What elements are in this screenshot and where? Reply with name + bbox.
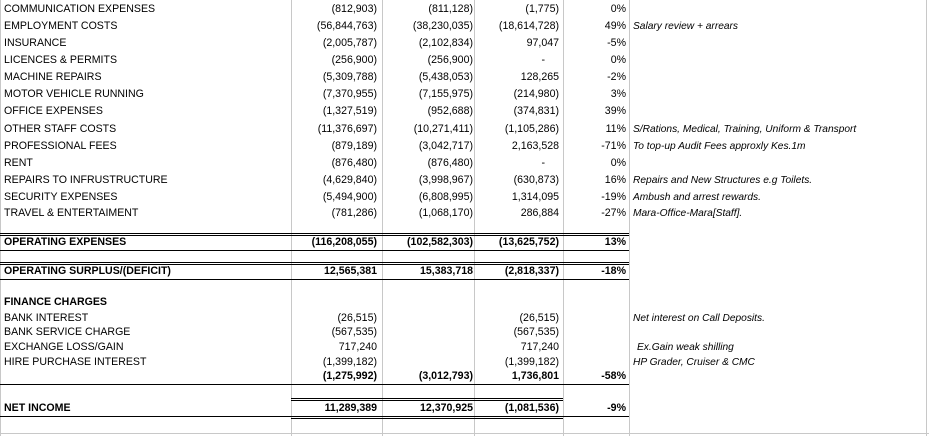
- table-row: [0, 205, 931, 222]
- value-col-3: (567,535): [513, 326, 559, 338]
- row-label: TRAVEL & ENTERTAIMENT: [4, 207, 139, 219]
- value-col-3: 97,047: [526, 37, 559, 49]
- note-cell: Repairs and New Structures e.g Toilets.: [633, 175, 813, 186]
- operating-expenses-row: [0, 234, 931, 251]
- rule-line: [0, 384, 629, 385]
- value-col-3: (26,515): [519, 312, 559, 324]
- note-cell: Mara-Office-Mara[Staff].: [633, 208, 743, 219]
- value-col-1: (879,189): [331, 140, 377, 152]
- table-row: [0, 121, 931, 138]
- table-row: [0, 35, 931, 52]
- value-col-1: (256,900): [331, 54, 377, 66]
- value-col-1: (567,535): [331, 326, 377, 338]
- value-col-2: (10,271,411): [413, 123, 473, 135]
- value-col-2: (2,102,834): [418, 37, 473, 49]
- table-row: [0, 103, 931, 120]
- value-col-1: (5,494,900): [322, 191, 377, 203]
- percent-cell: 11%: [605, 123, 626, 135]
- row-label: HIRE PURCHASE INTEREST: [4, 356, 147, 368]
- row-label: BANK SERVICE CHARGE: [4, 326, 131, 338]
- value-col-3: (1,399,182): [504, 356, 559, 368]
- value-col-2: (3,042,717): [418, 140, 473, 152]
- operating-surplus-row: [0, 263, 931, 280]
- value-col-3: 1,314,095: [511, 191, 559, 203]
- percent-cell: -9%: [607, 402, 626, 414]
- value-col-1: (5,309,788): [322, 71, 377, 83]
- percent-cell: 39%: [604, 105, 626, 117]
- row-label: MOTOR VEHICLE RUNNING: [4, 88, 144, 100]
- percent-cell: -2%: [607, 71, 626, 83]
- value-col-1: 11,289,389: [324, 402, 377, 414]
- row-label: COMMUNICATION EXPENSES: [4, 3, 156, 15]
- note-cell: HP Grader, Cruiser & CMC: [633, 357, 755, 368]
- value-col-3: 286,884: [520, 207, 559, 219]
- table-row: [0, 155, 931, 172]
- percent-cell: 3%: [610, 88, 626, 100]
- value-col-3: (214,980): [513, 88, 559, 100]
- note-cell: S/Rations, Medical, Training, Uniform & Transport: [633, 124, 857, 135]
- value-col-1: (1,399,182): [322, 356, 377, 368]
- value-col-3: (374,831): [513, 105, 559, 117]
- value-col-3: (18,614,728): [498, 20, 559, 32]
- value-col-1: (56,844,763): [316, 20, 377, 32]
- value-col-2: (3,012,793): [418, 370, 473, 382]
- value-col-2: (7,155,975): [418, 88, 473, 100]
- row-label: BANK INTEREST: [4, 312, 89, 324]
- value-col-1: (116,208,055): [311, 236, 377, 248]
- note-cell: Salary review + arrears: [633, 21, 739, 32]
- table-row: [0, 172, 931, 189]
- value-col-1: (812,903): [331, 3, 377, 15]
- value-col-2: (38,230,035): [412, 20, 473, 32]
- rule-line: [0, 416, 629, 417]
- row-label: MACHINE REPAIRS: [4, 71, 102, 83]
- percent-cell: -5%: [607, 37, 626, 49]
- value-col-1: (1,327,519): [322, 105, 377, 117]
- percent-cell: -58%: [601, 370, 626, 382]
- table-row: [0, 189, 931, 206]
- table-row: [0, 18, 931, 35]
- value-col-3: 128,265: [520, 71, 559, 83]
- net-income-row: [0, 400, 931, 417]
- rule-line: [0, 250, 629, 251]
- value-col-1: 717,240: [338, 341, 377, 353]
- row-label: OPERATING EXPENSES: [4, 236, 127, 248]
- value-col-1: 12,565,381: [323, 265, 377, 277]
- value-col-2: (5,438,053): [418, 71, 473, 83]
- value-col-3: (630,873): [513, 174, 559, 186]
- finance-heading-row: [0, 294, 931, 311]
- value-col-1: (7,370,955): [322, 88, 377, 100]
- row-label: LICENCES & PERMITS: [4, 54, 118, 66]
- value-col-2: (102,582,303): [407, 236, 473, 248]
- table-row: [0, 138, 931, 155]
- value-col-3: (1,105,286): [504, 123, 559, 135]
- value-col-3: (13,625,752): [498, 236, 559, 248]
- value-col-3: (1,081,536): [504, 402, 559, 414]
- row-label: INSURANCE: [4, 37, 67, 49]
- percent-cell: -71%: [601, 140, 626, 152]
- value-col-2: (256,900): [427, 54, 473, 66]
- row-label: SECURITY EXPENSES: [4, 191, 118, 203]
- value-col-3: 717,240: [520, 341, 559, 353]
- row-label: OPERATING SURPLUS/(DEFICIT): [4, 265, 171, 277]
- value-col-1: (2,005,787): [322, 37, 377, 49]
- note-cell: Ambush and arrest rewards.: [633, 192, 761, 203]
- value-col-1: (4,629,840): [322, 174, 377, 186]
- value-col-2: (3,998,967): [418, 174, 473, 186]
- value-col-1: (11,376,697): [317, 123, 377, 135]
- value-col-2: (811,128): [428, 3, 473, 15]
- finance-total-row: [0, 368, 931, 385]
- value-col-3: -: [541, 157, 545, 169]
- value-col-3: (1,775): [525, 3, 559, 15]
- note-cell: To top-up Audit Fees approxly Kes.1m: [633, 141, 806, 152]
- value-col-2: (1,068,170): [418, 207, 473, 219]
- value-col-3: (2,818,337): [504, 265, 559, 277]
- row-label: RENT: [4, 157, 33, 169]
- value-col-3: 1,736,801: [511, 370, 559, 382]
- table-row: [0, 1, 931, 18]
- percent-cell: -18%: [601, 265, 626, 277]
- percent-cell: 13%: [604, 236, 626, 248]
- row-label: EXCHANGE LOSS/GAIN: [4, 341, 124, 353]
- percent-cell: 0%: [610, 157, 626, 169]
- row-label: PROFESSIONAL FEES: [4, 140, 117, 152]
- row-label: EMPLOYMENT COSTS: [4, 20, 118, 32]
- value-col-2: (952,688): [427, 105, 473, 117]
- grid-line: [0, 433, 929, 434]
- value-col-2: (876,480): [427, 157, 473, 169]
- table-row: [0, 86, 931, 103]
- percent-cell: 16%: [604, 174, 626, 186]
- note-cell: Ex.Gain weak shilling: [637, 342, 734, 353]
- note-cell: Net interest on Call Deposits.: [633, 313, 765, 324]
- value-col-1: (781,286): [331, 207, 377, 219]
- row-label: OTHER STAFF COSTS: [4, 123, 117, 135]
- value-col-2: (6,808,995): [418, 191, 473, 203]
- percent-cell: -27%: [601, 207, 626, 219]
- value-col-2: 12,370,925: [419, 402, 473, 414]
- row-label: NET INCOME: [4, 402, 71, 414]
- section-heading: FINANCE CHARGES: [4, 296, 107, 308]
- value-col-1: (26,515): [337, 312, 377, 324]
- percent-cell: 49%: [604, 20, 626, 32]
- rule-line: [291, 418, 563, 419]
- value-col-2: 15,383,718: [419, 265, 473, 277]
- value-col-1: (1,275,992): [322, 370, 377, 382]
- percent-cell: 0%: [610, 54, 626, 66]
- table-row: [0, 69, 931, 86]
- percent-cell: -19%: [601, 191, 626, 203]
- rule-line: [0, 279, 629, 280]
- percent-cell: 0%: [610, 3, 626, 15]
- row-label: REPAIRS TO INFRUSTRUCTURE: [4, 174, 168, 186]
- value-col-3: 2,163,528: [511, 140, 559, 152]
- value-col-3: -: [541, 54, 545, 66]
- rule-line: [291, 398, 563, 399]
- value-col-1: (876,480): [331, 157, 377, 169]
- table-row: [0, 52, 931, 69]
- row-label: OFFICE EXPENSES: [4, 105, 103, 117]
